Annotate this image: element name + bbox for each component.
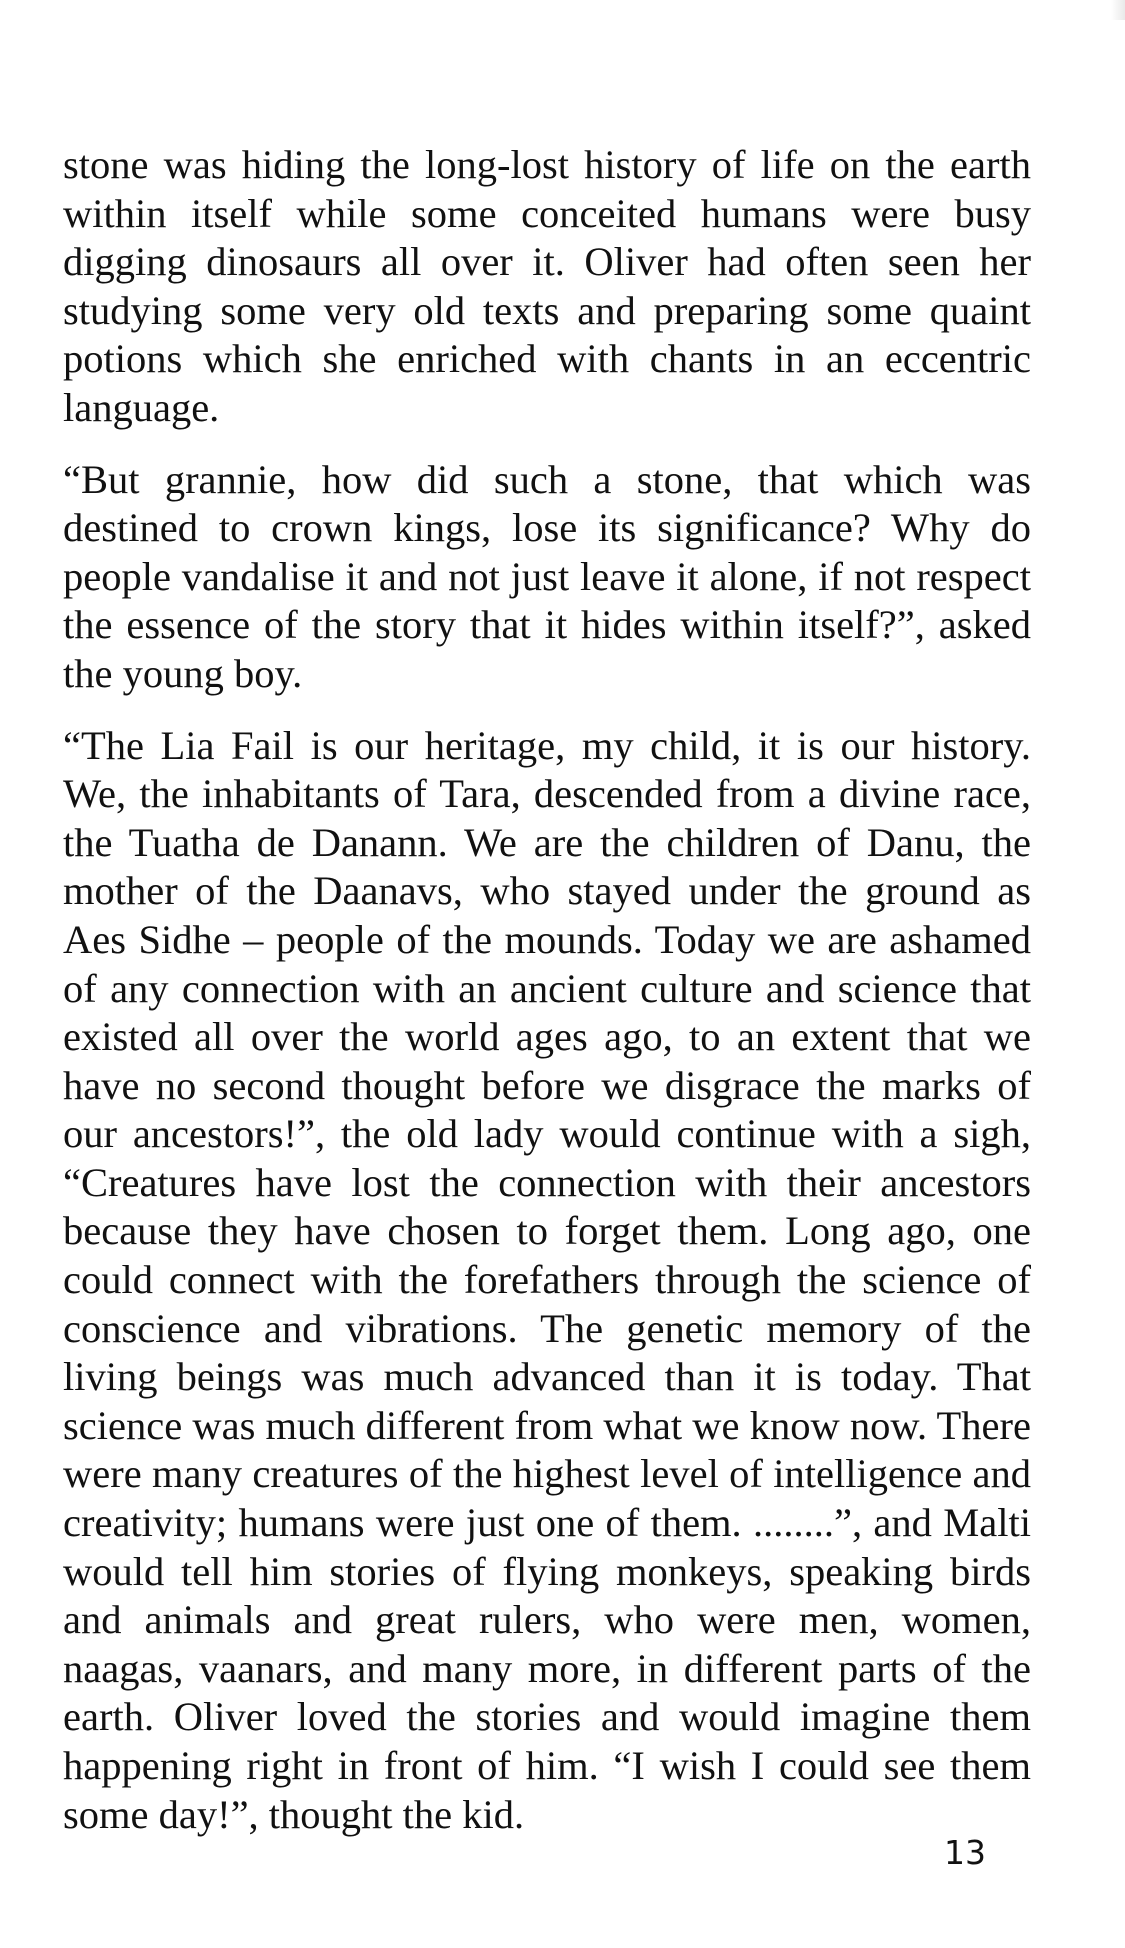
body-text [63,141,1031,1862]
paragraph-boy-question: “But grannie, how did such a stone, that which was destined to crown kings, lose its significance? Why do people vandalise it and not just leave it alone, if not respect the essence of the story that it hides within itself?”, asked the young boy. [63,456,1031,696]
paragraph-stone-history: stone was hiding the long-lost history of life on the earth within itself while some conceited humans were busy digging dinosaurs all over it. Oliver had often seen her studying some very old texts and preparing some quaint potions which she enriched with chants in an eccentric language. [63,142,1031,430]
paragraph-grannie-story: “The Lia Fail is our heritage, my child, it is our history. We, the inhabitants of Tara, descended from a divine race, the Tuatha de Danann. We are the children of Danu, the mother of the Daanavs, who stayed under the ground as Aes Sidhe – people of the mounds. Today we are ashamed of any connection with an ancient culture and science that existed all over the world ages ago, to an extent that we have no second thought before we disgrace the marks of our ancestors!”, the old lady would continue with a sigh, “Creatures have lost the connection with their ancestors because they have chosen to forget them. Long ago, one could connect with the forefathers through the science of conscience and vibrations. The genetic memory of the living beings was much advanced than it is today. That science was much different from what we know now. There were many creatures of the highest level of intelligence and creativity; humans were just one of them. ........”, and Malti would tell him stories of flying monkeys, speaking birds and animals and great rulers, who were men, women, naagas, vaanars, and many more, in different parts of the earth. Oliver loved the stories and would imagine them happening right in front of him. “I wish I could see them some day!”, thought the kid. [63,722,1031,1837]
page-corner-shadow [1111,0,1125,20]
page-number: 13 [944,1833,986,1872]
